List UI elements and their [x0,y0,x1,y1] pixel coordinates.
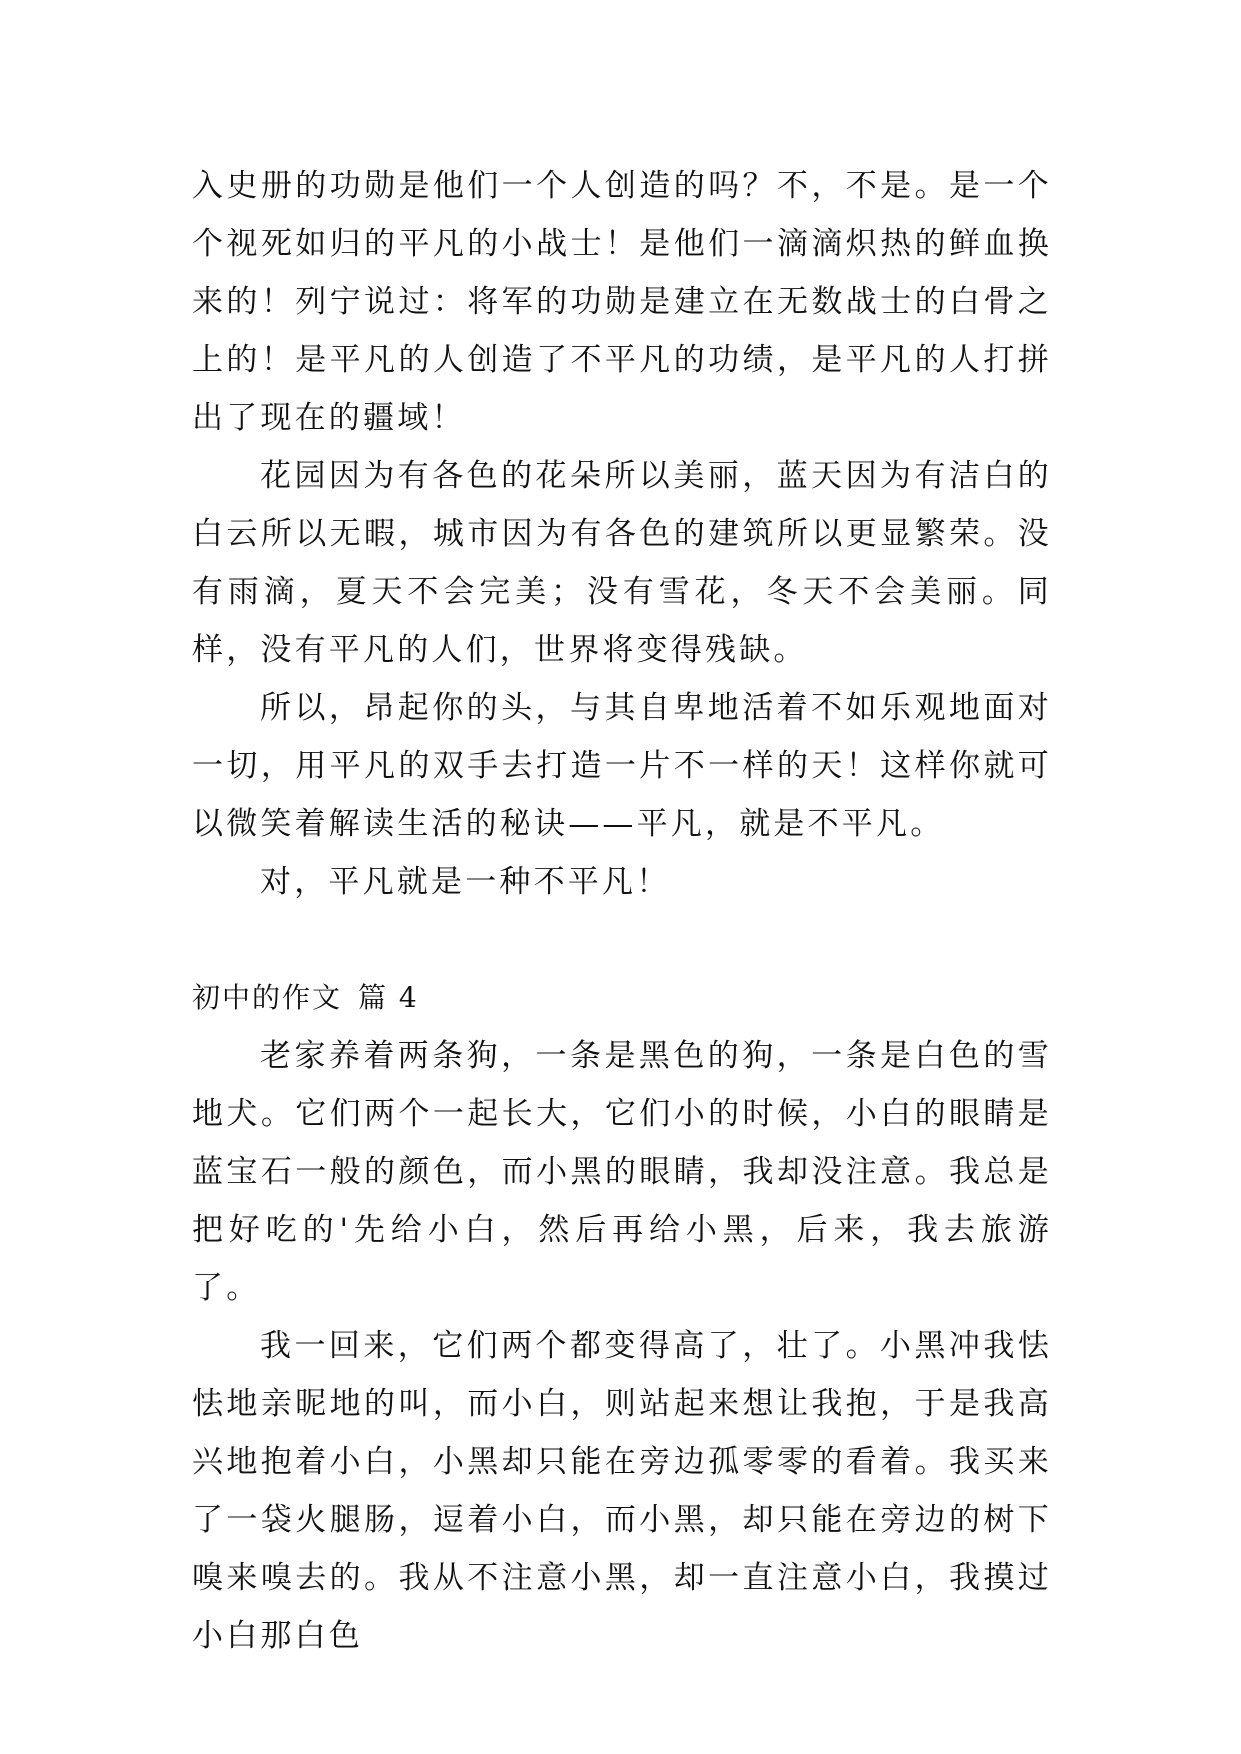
section-heading [192,969,1052,1027]
paragraph: 所以，昂起你的头，与其自卑地活着不如乐观地面对一切，用平凡的双手去打造一片不一样的天！这样你就可以微笑着解读生活的秘诀——平凡，就是不平凡。 [192,690,1052,842]
paragraph: 入史册的功勋是他们一个人创造的吗？不，不是。是一个个视死如归的平凡的小战士！是他们一滴滴炽热的鲜血换来的！列宁说过：将军的功勋是建立在无数战士的白骨之上的！是平凡的人创造了不平凡的功绩，是平凡的人打拼出了现在的疆域！ [192,168,1052,436]
section-number: 篇 4 [358,981,419,1014]
section-title: 初中的作文 [192,981,343,1014]
paragraph: 对，平凡就是一种不平凡！ [260,864,671,900]
paragraph: 我一回来，它们两个都变得高了，壮了。小黑冲我怯怯地亲昵地的叫，而小白，则站起来想让我抱，于是我高兴地抱着小白，小黑却只能在旁边孤零零的看着。我买来了一袋火腿肠，逗着小白，而小黑，却只能在旁边的树下嗅来嗅去的。我从不注意小黑，却一直注意小白，我摸过小白那白色 [192,1328,1052,1654]
paragraph: 花园因为有各色的花朵所以美丽，蓝天因为有洁白的白云所以无暇，城市因为有各色的建筑所以更显繁荣。没有雨滴，夏天不会完美；没有雪花，冬天不会美丽。同样，没有平凡的人们，世界将变得残缺。 [192,458,1052,668]
document-body [192,157,1052,1665]
paragraph: 老家养着两条狗，一条是黑色的狗，一条是白色的雪地犬。它们两个一起长大，它们小的时候，小白的眼睛是蓝宝石一般的颜色，而小黑的眼睛，我却没注意。我总是把好吃的'先给小白，然后再给小黑，后来，我去旅游了。 [192,1038,1052,1306]
